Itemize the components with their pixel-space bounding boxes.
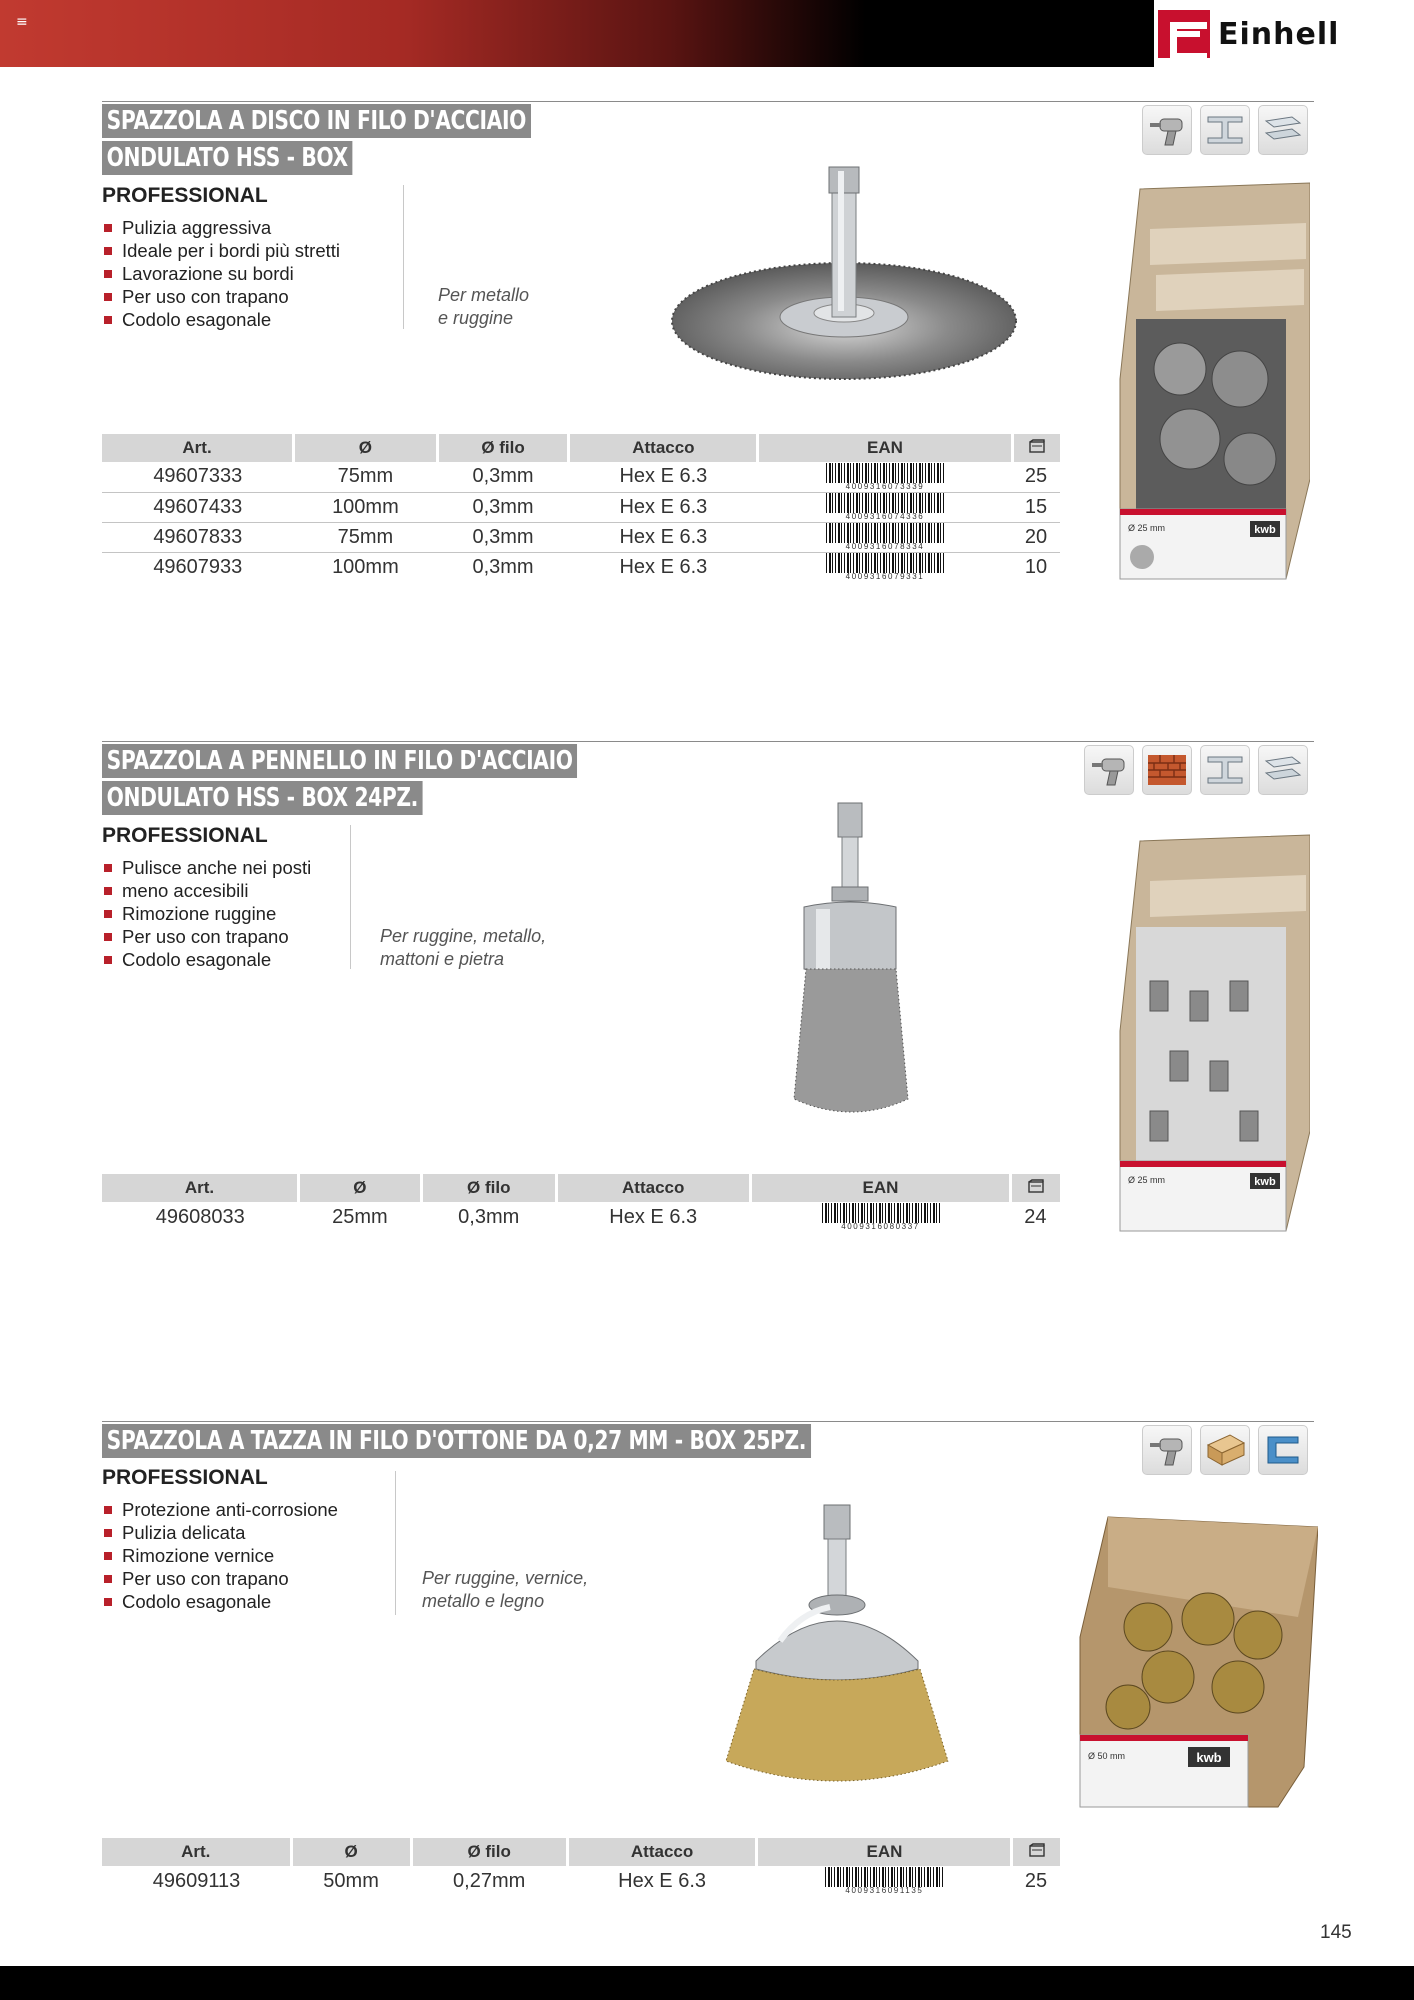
bottom-bar xyxy=(0,1966,1414,2000)
divider xyxy=(350,825,351,969)
box-brand-label: kwb xyxy=(1254,524,1276,536)
box-size-label: Ø 25 mm xyxy=(1128,523,1166,533)
section-title-line-2: ONDULATO HSS - BOX 24PZ. xyxy=(102,781,423,815)
usage-icons xyxy=(1142,1425,1308,1475)
material-note xyxy=(438,284,529,330)
spec-table xyxy=(102,1838,1060,1896)
spec-table-header xyxy=(102,1174,1060,1202)
spec-table xyxy=(102,434,1060,582)
table-row xyxy=(102,492,1060,522)
sheet-metal-icon xyxy=(1258,105,1308,155)
material-line: Per ruggine, metallo, xyxy=(380,926,547,946)
col-art: Art. xyxy=(102,1174,299,1202)
cell-diameter: 25mm xyxy=(332,1205,388,1228)
feature-item: Per uso con trapano xyxy=(102,1567,338,1590)
feature-item: Pulizia delicata xyxy=(102,1521,338,1544)
cell-ean xyxy=(758,462,1012,492)
feature-item: Rimozione ruggine xyxy=(102,902,311,925)
cell-art: 49607333 xyxy=(102,462,294,492)
cell-wire: 0,3mm xyxy=(437,462,569,492)
feature-item: meno accesibili xyxy=(102,879,311,902)
cell-diameter: 75mm xyxy=(294,522,438,552)
tier-label: PROFESSIONAL xyxy=(102,824,268,847)
cell-wire: 0,27mm xyxy=(453,1869,526,1892)
col-wire: Ø filo xyxy=(437,434,569,462)
col-diameter: Ø xyxy=(291,1838,411,1866)
table-row xyxy=(102,1866,1060,1896)
page-number: 145 xyxy=(1320,1922,1352,1943)
feature-item: Codolo esagonale xyxy=(102,308,340,331)
table-row xyxy=(102,522,1060,552)
display-box-image xyxy=(1110,179,1310,589)
material-note xyxy=(380,925,546,971)
cell-diameter: 100mm xyxy=(294,492,438,522)
feature-item: Per uso con trapano xyxy=(102,925,311,948)
barcode-icon xyxy=(825,1867,943,1887)
material-line: Per metallo xyxy=(438,285,530,305)
divider xyxy=(403,185,404,329)
cell-art: 49607933 xyxy=(153,555,243,578)
top-banner xyxy=(0,0,1154,67)
box-size-label: Ø 25 mm xyxy=(1128,1175,1166,1185)
section-title-line-1: SPAZZOLA A TAZZA IN FILO D'OTTONE DA 0,27 MM - BOX 25PZ. xyxy=(102,1424,811,1458)
menu-icon[interactable]: ≡ xyxy=(16,14,28,30)
steel-profile-icon xyxy=(1258,1425,1308,1475)
feature-item: Per uso con trapano xyxy=(102,285,340,308)
table-row xyxy=(102,552,1060,582)
material-line: metallo e legno xyxy=(422,1591,545,1611)
ean-digits: 4009316073339 xyxy=(845,481,925,491)
steel-beam-icon xyxy=(1200,745,1250,795)
cell-qty: 20 xyxy=(1012,522,1060,552)
spec-table-header xyxy=(102,434,1060,462)
barcode-icon xyxy=(826,493,944,513)
col-wire: Ø filo xyxy=(411,1838,567,1866)
box-icon xyxy=(1029,1843,1045,1857)
col-attachment: Attacco xyxy=(556,1174,750,1202)
feature-list xyxy=(102,856,311,971)
cell-ean xyxy=(758,522,1012,552)
brick-wall-icon xyxy=(1142,745,1192,795)
wood-plank-icon xyxy=(1200,1425,1250,1475)
cell-art: 49608033 xyxy=(155,1205,245,1228)
section-rule xyxy=(102,101,1314,102)
box-icon xyxy=(1029,439,1045,453)
cell-ean xyxy=(758,492,1012,522)
table-row xyxy=(102,462,1060,492)
cell-ean xyxy=(758,552,1012,582)
cell-attachment: Hex E 6.3 xyxy=(618,1869,706,1892)
box-brand-label: kwb xyxy=(1254,1176,1276,1188)
col-wire: Ø filo xyxy=(421,1174,556,1202)
box-brand-label: kwb xyxy=(1196,1750,1222,1765)
cell-qty: 15 xyxy=(1012,492,1060,522)
brand-name: Einhell xyxy=(1218,16,1340,52)
ean-digits: 4009316074336 xyxy=(845,512,925,521)
barcode-icon xyxy=(822,1203,940,1223)
cell-qty: 24 xyxy=(1024,1205,1047,1228)
section-title-line-1: SPAZZOLA A DISCO IN FILO D'ACCIAIO xyxy=(102,104,531,138)
col-art: Art. xyxy=(102,434,294,462)
cup-brush-image xyxy=(720,1501,960,1801)
cell-wire: 0,3mm xyxy=(458,1205,520,1228)
table-row xyxy=(102,1202,1060,1232)
cell-ean xyxy=(757,1866,1012,1896)
steel-beam-icon xyxy=(1200,105,1250,155)
feature-item: Pulisce anche nei posti xyxy=(102,856,311,879)
col-ean: EAN xyxy=(758,434,1012,462)
cell-diameter: 75mm xyxy=(294,462,438,492)
feature-item: Lavorazione su bordi xyxy=(102,262,340,285)
cell-art: 49607833 xyxy=(102,522,294,552)
cell-attachment: Hex E 6.3 xyxy=(569,462,758,492)
box-icon xyxy=(1028,1179,1044,1193)
cell-attachment: Hex E 6.3 xyxy=(569,522,758,552)
col-art: Art. xyxy=(102,1838,291,1866)
cell-diameter: 100mm xyxy=(332,555,399,578)
cell-art: 49607433 xyxy=(102,492,294,522)
cell-qty: 10 xyxy=(1024,555,1048,578)
barcode-icon xyxy=(826,523,944,543)
material-note xyxy=(422,1567,588,1613)
section-title-line-2: ONDULATO HSS - BOX xyxy=(102,141,352,175)
cell-diameter: 50mm xyxy=(323,1869,379,1892)
drill-icon xyxy=(1142,105,1192,155)
sheet-metal-icon xyxy=(1258,745,1308,795)
spec-table xyxy=(102,1174,1060,1232)
end-brush-image xyxy=(768,799,928,1139)
cell-qty: 25 xyxy=(1024,1869,1048,1892)
cell-wire: 0,3mm xyxy=(437,492,569,522)
display-box-image xyxy=(1068,1507,1318,1817)
ean-digits: 4009316080337 xyxy=(841,1222,920,1231)
feature-item: Ideale per i bordi più stretti xyxy=(102,239,340,262)
cell-attachment: Hex E 6.3 xyxy=(619,555,708,578)
barcode-icon xyxy=(826,463,944,483)
einhell-mark-icon xyxy=(1158,10,1210,58)
feature-item: Protezione anti-corrosione xyxy=(102,1498,338,1521)
col-qty xyxy=(1012,434,1060,462)
col-ean: EAN xyxy=(757,1838,1012,1866)
col-attachment: Attacco xyxy=(569,434,758,462)
section-rule xyxy=(102,1421,1314,1422)
material-line: e ruggine xyxy=(438,308,514,328)
material-line: Per ruggine, vernice, xyxy=(422,1568,589,1588)
ean-digits: 4009316079331 xyxy=(845,572,925,582)
usage-icons xyxy=(1084,745,1308,795)
ean-digits: 4009316091135 xyxy=(845,1886,924,1895)
disc-brush-image xyxy=(664,161,1024,381)
cell-wire: 0,3mm xyxy=(472,555,534,578)
usage-icons xyxy=(1142,105,1308,155)
spec-table-header xyxy=(102,1838,1060,1866)
cell-qty: 25 xyxy=(1012,462,1060,492)
feature-list xyxy=(102,1498,338,1613)
tier-label: PROFESSIONAL xyxy=(102,184,268,207)
feature-item: Codolo esagonale xyxy=(102,1590,338,1613)
display-box-image xyxy=(1110,831,1310,1241)
cell-attachment: Hex E 6.3 xyxy=(569,492,758,522)
ean-digits: 4009316078334 xyxy=(845,542,925,551)
col-ean: EAN xyxy=(750,1174,1011,1202)
feature-item: Pulizia aggressiva xyxy=(102,216,340,239)
col-qty xyxy=(1011,1174,1060,1202)
section-rule xyxy=(102,741,1314,742)
col-diameter: Ø xyxy=(299,1174,422,1202)
brand-logo xyxy=(1158,6,1384,62)
section-title-line-1: SPAZZOLA A PENNELLO IN FILO D'ACCIAIO xyxy=(102,744,577,778)
divider xyxy=(395,1471,396,1615)
col-attachment: Attacco xyxy=(567,1838,757,1866)
tier-label: PROFESSIONAL xyxy=(102,1466,268,1489)
drill-icon xyxy=(1142,1425,1192,1475)
barcode-icon xyxy=(826,553,944,573)
box-size-label: Ø 50 mm xyxy=(1088,1751,1126,1761)
col-diameter: Ø xyxy=(294,434,438,462)
feature-item: Rimozione vernice xyxy=(102,1544,338,1567)
drill-icon xyxy=(1084,745,1134,795)
cell-attachment: Hex E 6.3 xyxy=(609,1205,698,1228)
feature-item: Codolo esagonale xyxy=(102,948,311,971)
col-qty xyxy=(1012,1838,1060,1866)
cell-ean xyxy=(750,1202,1011,1232)
cell-wire: 0,3mm xyxy=(437,522,569,552)
material-line: mattoni e pietra xyxy=(380,949,505,969)
cell-art: 49609113 xyxy=(152,1869,241,1892)
feature-list xyxy=(102,216,340,331)
